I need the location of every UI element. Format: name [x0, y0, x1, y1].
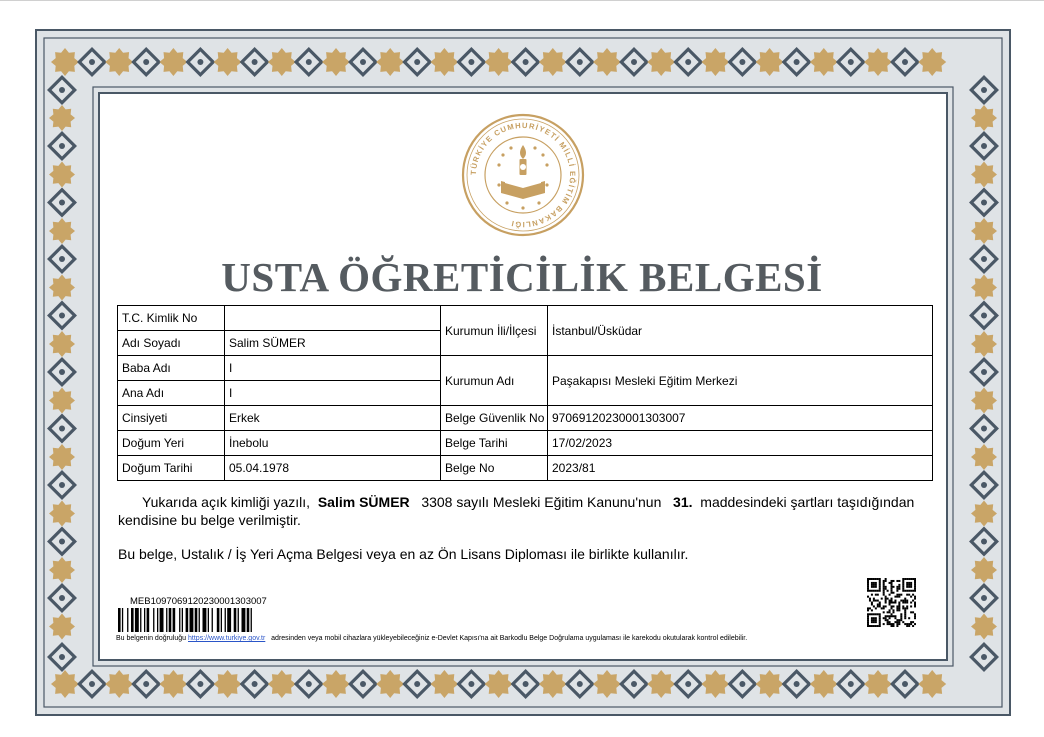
holder-name: Salim SÜMER	[317, 494, 410, 510]
value-cinsiyet: Erkek	[225, 406, 441, 431]
value-baba-adi: I	[225, 356, 441, 381]
value-adi-soyadi: Salim SÜMER	[225, 331, 441, 356]
footer-prefix: Bu belgenin doğruluğu	[116, 635, 187, 642]
value-ana-adi: I	[225, 381, 441, 406]
value-belge-no: 2023/81	[548, 456, 933, 481]
label-belge-tarihi: Belge Tarihi	[441, 431, 548, 456]
statement-part-2: 3308 sayılı Mesleki Eğitim Kanunu'nun	[421, 494, 662, 510]
label-dogum-yeri: Doğum Yeri	[118, 431, 225, 456]
statement-part-1: Yukarıda açık kimliği yazılı,	[142, 494, 311, 510]
footer-suffix: adresinden veya mobil cihazlara yükleyebileceğiniz e-Devlet Kapısı'na ait Barkodlu Belge Doğrulama uygulaması ile karekodu okutularak kontrol edilebilir.	[271, 635, 748, 642]
table-row	[118, 306, 933, 331]
value-belge-tarihi: 17/02/2023	[548, 431, 933, 456]
table-row	[118, 431, 933, 456]
value-kurum-ili: İstanbul/Üsküdar	[548, 306, 933, 356]
label-ana-adi: Ana Adı	[118, 381, 225, 406]
table-row	[118, 406, 933, 431]
label-dogum-tarihi: Doğum Tarihi	[118, 456, 225, 481]
label-belge-no: Belge No	[441, 456, 548, 481]
label-kurum-ili: Kurumun İli/İlçesi	[441, 306, 548, 356]
value-dogum-tarihi: 05.04.1978	[225, 456, 441, 481]
document-title: USTA ÖĞRETİCİLİK BELGESİ	[221, 254, 823, 300]
barcode-number: MEB1097069120230001303007	[130, 596, 267, 607]
seal-text: TÜRKİYE CUMHURİYETİ MİLLİ EĞİTİM BAKANLIĞI	[468, 120, 578, 230]
certification-statement	[118, 493, 918, 529]
value-tc-kimlik	[225, 306, 441, 331]
verification-footer	[116, 635, 936, 642]
label-baba-adi: Baba Adı	[118, 356, 225, 381]
table-row	[118, 356, 933, 381]
label-kurum-adi: Kurumun Adı	[441, 356, 548, 406]
value-kurum-adi: Paşakapısı Mesleki Eğitim Merkezi	[548, 356, 933, 406]
barcode-image	[118, 608, 288, 632]
label-tc-kimlik: T.C. Kimlik No	[118, 306, 225, 331]
identity-table	[117, 305, 933, 481]
ministry-seal-emblem	[461, 113, 585, 237]
usage-note: Bu belge, Ustalık / İş Yeri Açma Belgesi veya en az Ön Lisans Diploması ile birlikte kullanılır.	[118, 546, 689, 562]
label-cinsiyet: Cinsiyeti	[118, 406, 225, 431]
qr-code	[867, 578, 916, 627]
label-adi-soyadi: Adı Soyadı	[118, 331, 225, 356]
turkiye-gov-link[interactable]: https://www.turkiye.gov.tr	[188, 635, 266, 642]
value-guvenlik-no: 97069120230001303007	[548, 406, 933, 431]
table-row	[118, 456, 933, 481]
statement-part-3: maddesindeki şartları taşıdığından kendisine bu belge verilmiştir.	[118, 494, 915, 528]
article-number: 31.	[673, 494, 693, 510]
value-dogum-yeri: İnebolu	[225, 431, 441, 456]
label-guvenlik-no: Belge Güvenlik No	[441, 406, 548, 431]
